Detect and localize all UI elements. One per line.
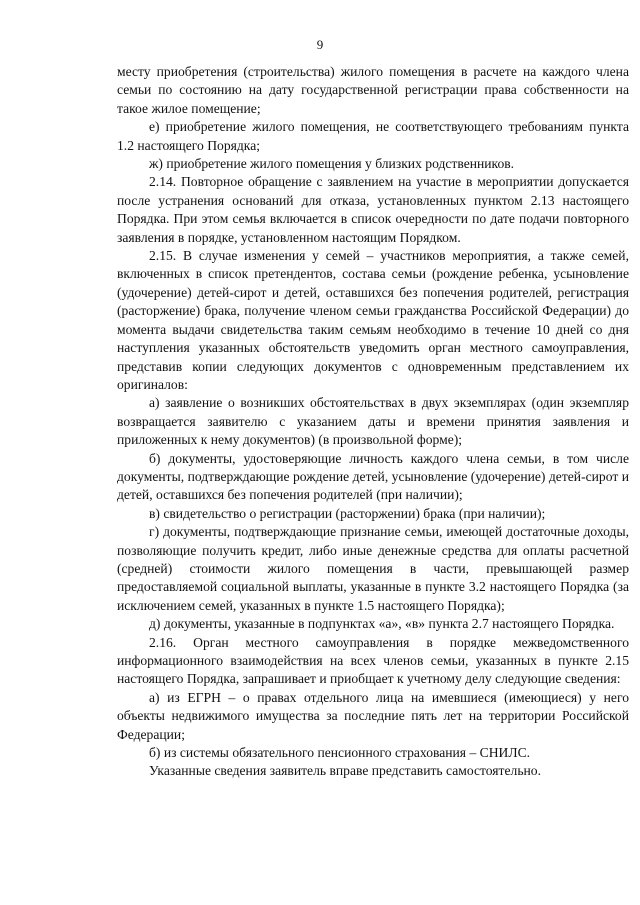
paragraph: месту приобретения (строительства) жилого помещения в расчете на каждого члена семьи по состоянию на дату государственной регистрации права собственности на такое жилое помещение; [117,64,629,116]
document-body [117,63,629,781]
paragraph: а) заявление о возникших обстоятельствах в двух экземплярах (один экземпляр возвращается заявителю с указанием даты и времени принятия заявления и приложенных к нему документов) (в произвольной форме); [117,395,629,448]
paragraph: б) из системы обязательного пенсионного страхования – СНИЛС. [149,745,531,761]
paragraph: д) документы, указанные в подпунктах «а», «в» пункта 2.7 настоящего Порядка. [149,616,615,632]
paragraph: а) из ЕГРН – о правах отдельного лица на имевшиеся (имеющиеся) у него объекты недвижимого имущества за последние пять лет на территории Российской Федерации; [117,689,629,742]
paragraph: 2.15. В случае изменения у семей – участников мероприятия, а также семей, включенных в список претендентов, состава семьи (рождение ребенка, усыновление (удочерение) детей-сирот и детей, оставшихся без попечения родителей, регистрация (расторжение) брака, получение членом семьи гражданства Российской Федерации) до момента выдачи свидетельства таким семьям необходимо в течение 10 дней со дня наступления указанных обстоятельств уведомить орган местного самоуправления, представив копии следующих документов с одновременным представлением их оригиналов: [117,248,629,392]
paragraph: 2.16. Орган местного самоуправления в порядке межведомственного информационного взаимодействия на всех членов семьи, указанных в пункте 2.15 настоящего Порядка, запрашивает и приобщает к учетному делу следующие сведения: [117,634,629,687]
paragraph: б) документы, удостоверяющие личность каждого члена семьи, в том числе документы, подтверждающие рождение детей, усыновление (удочерение) детей-сирот и детей, оставшихся без попечения родителей (при наличии); [117,450,629,503]
paragraph: г) документы, подтверждающие признание семьи, имеющей достаточные доходы, позволяющие получить кредит, либо иные денежные средства для оплаты расчетной (средней) стоимости жилого помещения в части, превышающей размер предоставляемой социальной выплаты, указанные в пункте 3.2 настоящего Порядка (за исключением семей, указанных в пункте 1.5 настоящего Порядка); [117,524,629,613]
paragraph: в) свидетельство о регистрации (расторжении) брака (при наличии); [149,505,546,521]
page-number: 9 [316,37,324,52]
paragraph: 2.14. Повторное обращение с заявлением на участие в мероприятии допускается после устранения оснований для отказа, установленных пунктом 2.13 настоящего Порядка. При этом семья включается в список очередности по дате подачи повторного заявления в порядке, установленном настоящим Порядком. [117,174,629,245]
paragraph: ж) приобретение жилого помещения у близких родственников. [149,156,515,172]
paragraph: Указанные сведения заявитель вправе представить самостоятельно. [149,763,541,779]
paragraph: е) приобретение жилого помещения, не соответствующего требованиям пункта 1.2 настоящего Порядка; [117,119,629,153]
